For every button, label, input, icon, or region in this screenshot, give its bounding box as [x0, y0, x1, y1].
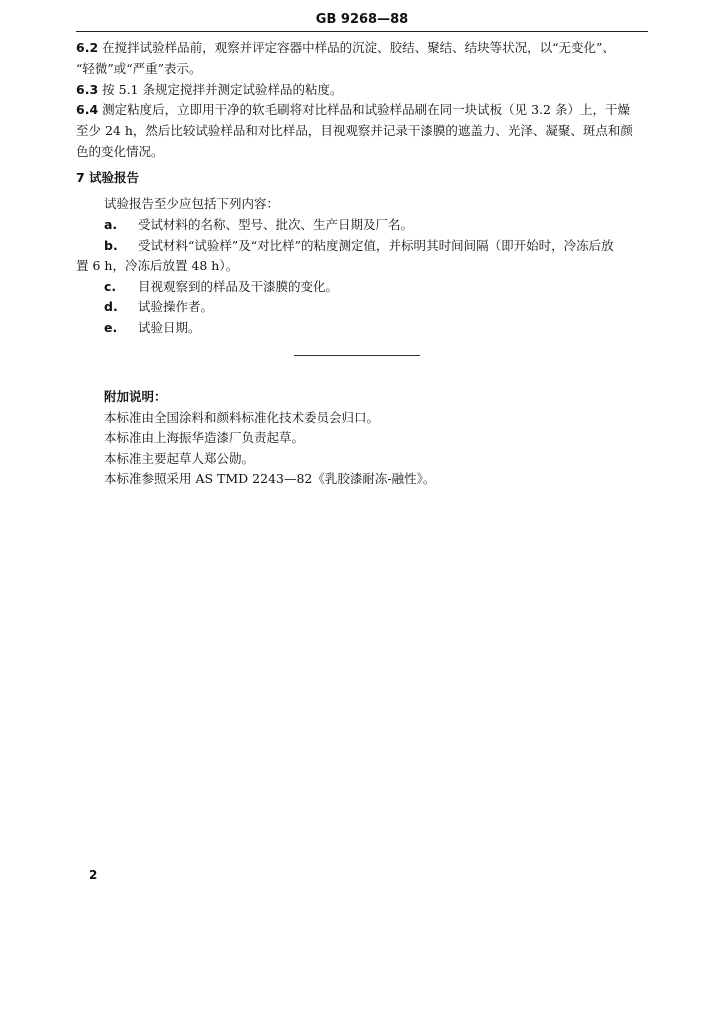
list-item: [104, 217, 413, 233]
clause-number: 6.2: [76, 40, 99, 55]
clause-number: 6.3: [76, 82, 99, 97]
note-line: 本标准由全国涂料和颜料标准化技术委员会归口。: [104, 410, 380, 425]
item-text: 试验操作者。: [138, 299, 214, 314]
item-label: b.: [104, 238, 118, 253]
clause-6-3: [76, 82, 342, 98]
list-item-continued: 置 6 h，冷冻后放置 48 h）。: [76, 258, 239, 273]
section-heading: 7 试验报告: [76, 170, 140, 185]
item-text: 目视观察到的样品及干漆膜的变化。: [138, 279, 339, 294]
clause-6-4-continued: 至少 24 h，然后比较试验样品和对比样品，目视观察并记录干漆膜的遮盖力、光泽、凝聚、斑点和颜: [76, 123, 633, 138]
item-text: 试验日期。: [138, 320, 201, 335]
list-item: [104, 238, 614, 254]
document-code: GB 9268—88: [315, 12, 409, 27]
section-intro: 试验报告至少应包括下列内容：: [104, 196, 280, 211]
clause-6-2-continued: “轻微”或“严重”表示。: [76, 61, 202, 76]
note-line: 本标准参照采用 AS TMD 2243—82《乳胶漆耐冻-融性》。: [104, 471, 436, 486]
clause-number: 6.4: [76, 102, 99, 117]
list-item: [104, 299, 213, 315]
item-label: d.: [104, 299, 118, 314]
note-line: 本标准由上海振华造漆厂负责起草。: [104, 430, 305, 445]
clause-6-2: [76, 40, 615, 56]
clause-6-4: [76, 102, 630, 118]
clause-text: 在搅拌试验样品前，观察并评定容器中样品的沉淀、胶结、聚结、结块等状况，以“无变化”、: [102, 40, 615, 55]
item-text: 受试材料“试验样”及“对比样”的粘度测定值，并标明其时间间隔（即开始时，冷冻后放: [138, 238, 614, 253]
header-divider: [76, 31, 648, 32]
clause-6-4-continued: 色的变化情况。: [76, 144, 164, 159]
clause-text: 测定粘度后，立即用干净的软毛刷将对比样品和试验样品刷在同一块试板（见 3.2 条）上，干燥: [102, 102, 630, 117]
list-item: [104, 279, 338, 295]
item-text: 受试材料的名称、型号、批次、生产日期及厂名。: [138, 217, 414, 232]
item-label: c.: [104, 279, 117, 294]
notes-title: 附加说明：: [104, 389, 167, 404]
list-item: [104, 320, 201, 336]
section-divider: [294, 355, 420, 356]
clause-text: 按 5.1 条规定搅拌并测定试验样品的粘度。: [102, 82, 343, 97]
item-label: a.: [104, 217, 118, 232]
note-line: 本标准主要起草人郑公勋。: [104, 451, 255, 466]
page-number: 2: [89, 868, 98, 882]
item-label: e.: [104, 320, 118, 335]
